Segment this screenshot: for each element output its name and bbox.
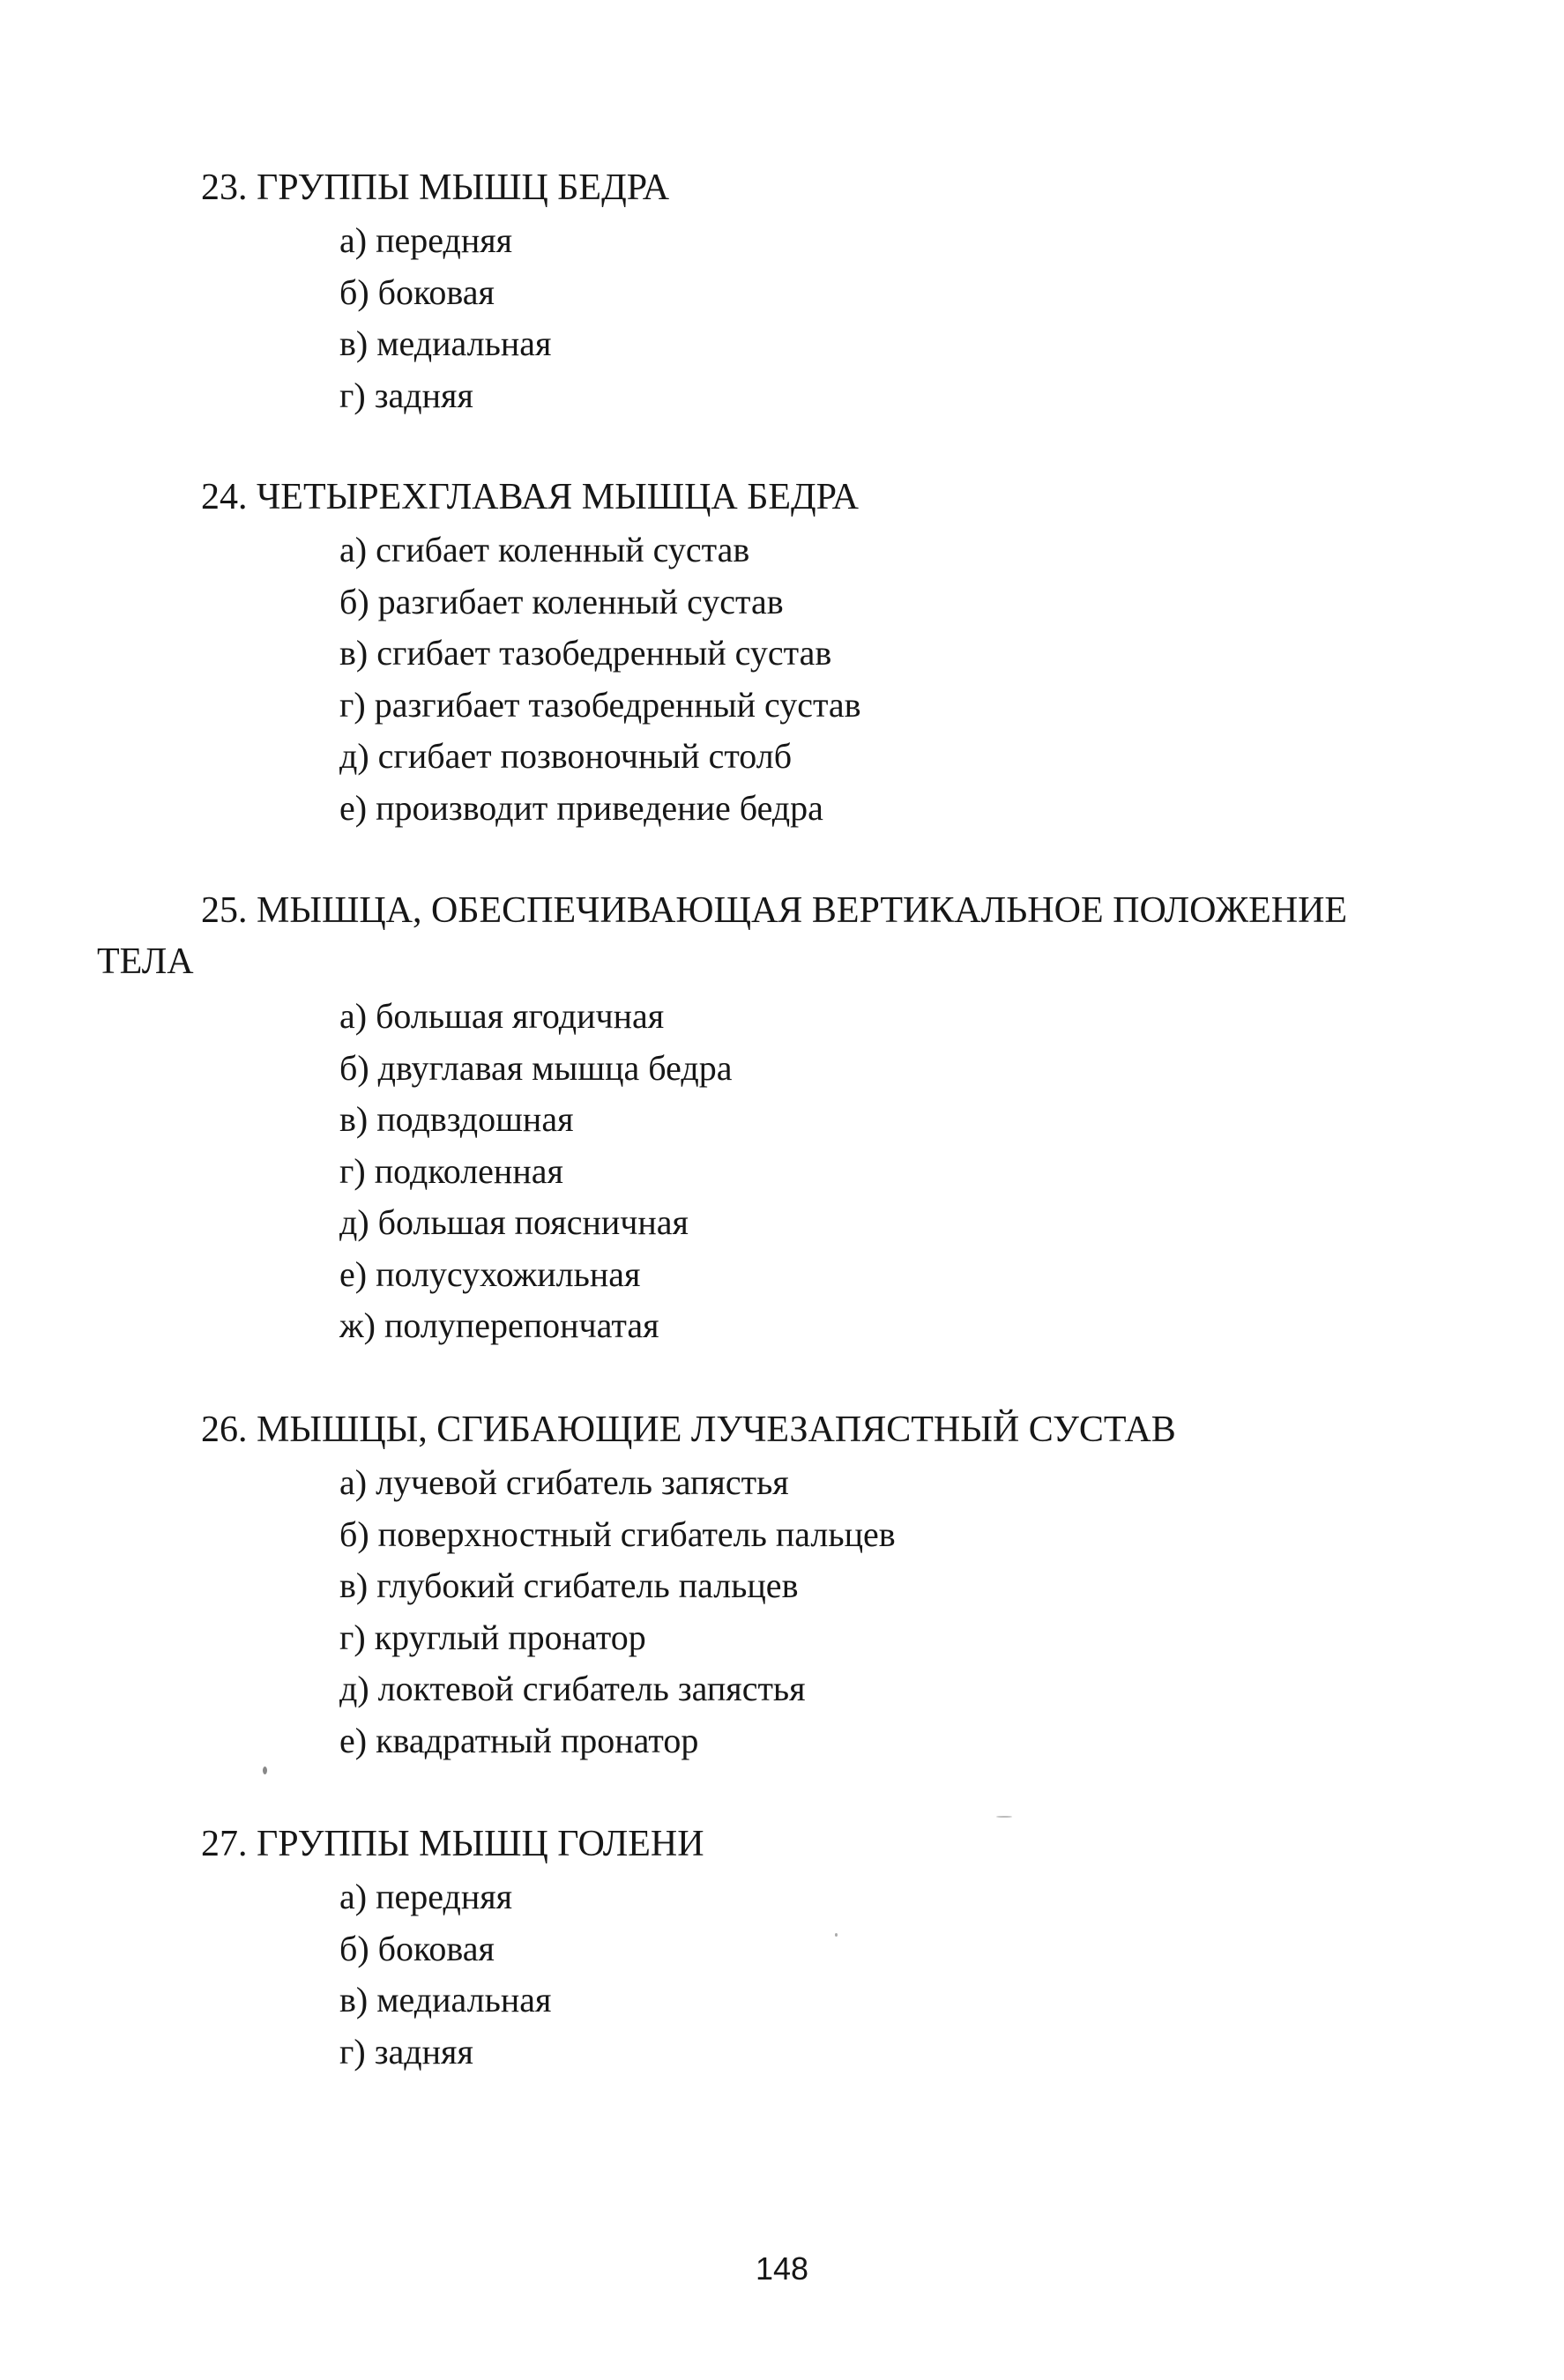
scan-speck: [263, 1766, 267, 1774]
answer-options: [339, 991, 732, 1352]
question-title: 23. ГРУППЫ МЫШЦ БЕДРА: [201, 167, 670, 208]
answer-option: а) лучевой сгибатель запястья: [339, 1462, 789, 1502]
answer-option: г) задняя: [339, 2031, 473, 2071]
answer-options: [339, 1457, 896, 1766]
answer-option: в) глубокий сгибатель пальцев: [339, 1566, 799, 1605]
answer-option: а) передняя: [339, 1877, 513, 1916]
answer-option: е) квадратный пронатор: [339, 1720, 699, 1760]
question-title: 27. ГРУППЫ МЫШЦ ГОЛЕНИ: [201, 1824, 704, 1864]
answer-options: [339, 215, 551, 421]
answer-option: б) поверхностный сгибатель пальцев: [339, 1514, 896, 1554]
answer-option: д) локтевой сгибатель запястья: [339, 1669, 806, 1708]
answer-option: е) производит приведение бедра: [339, 787, 823, 828]
answer-option: г) разгибает тазобедренный сустав: [339, 684, 861, 725]
question-title: 25. МЫШЦА, ОБЕСПЕЧИВАЮЩАЯ ВЕРТИКАЛЬНОЕ ПОЛОЖЕНИЕ: [201, 890, 1348, 931]
question-title-continuation: ТЕЛА: [97, 941, 194, 982]
answer-option: а) большая ягодичная: [339, 996, 665, 1036]
answer-option: в) подвздошная: [339, 1099, 574, 1139]
answer-option: б) разгибает коленный сустав: [339, 581, 784, 621]
answer-option: в) медиальная: [339, 1980, 552, 2019]
answer-option: г) задняя: [339, 375, 473, 415]
question-title: 26. МЫШЦЫ, СГИБАЮЩИЕ ЛУЧЕЗАПЯСТНЫЙ СУСТАВ: [201, 1409, 1176, 1450]
answer-option: г) подколенная: [339, 1150, 563, 1191]
answer-option: ж) полуперепончатая: [339, 1305, 659, 1345]
answer-option: д) сгибает позвоночный столб: [339, 736, 793, 776]
answer-option: е) полусухожильная: [339, 1253, 641, 1294]
page-number: 148: [755, 2250, 809, 2287]
scan-speck: [996, 1816, 1012, 1818]
answer-options: [339, 524, 861, 834]
scan-speck: [835, 1933, 838, 1937]
answer-option: а) передняя: [339, 220, 513, 260]
answer-option: в) медиальная: [339, 324, 552, 363]
answer-option: д) большая поясничная: [339, 1202, 689, 1242]
answer-options: [339, 1871, 551, 2078]
answer-option: в) сгибает тазобедренный сустав: [339, 633, 832, 673]
answer-option: б) боковая: [339, 271, 495, 312]
answer-option: а) сгибает коленный сустав: [339, 530, 750, 569]
question-title: 24. ЧЕТЫРЕХГЛАВАЯ МЫШЦА БЕДРА: [201, 477, 859, 517]
answer-option: б) боковая: [339, 1928, 495, 1968]
answer-option: б) двуглавая мышца бедра: [339, 1047, 733, 1088]
answer-option: г) круглый пронатор: [339, 1617, 646, 1657]
